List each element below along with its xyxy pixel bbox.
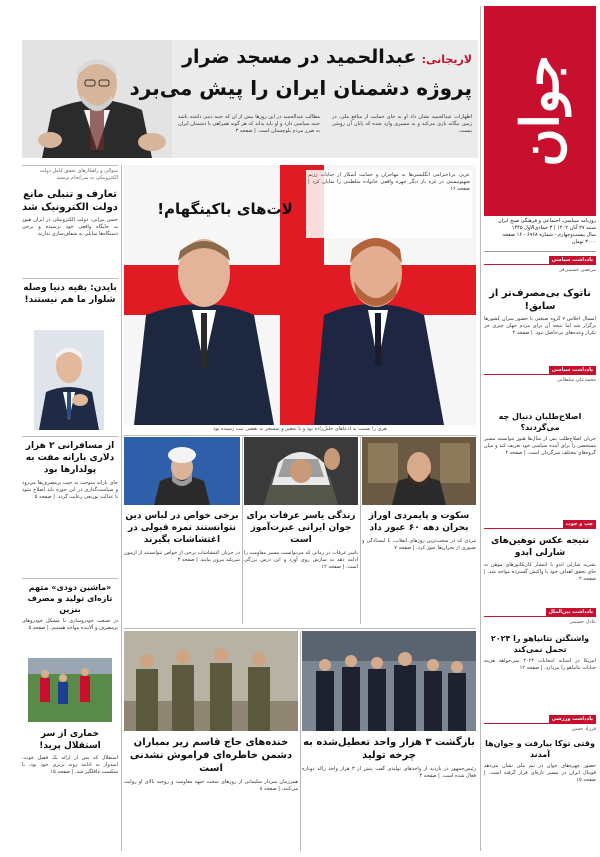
bottom-body-2: همرزمان سردار سلیمانی از روزهای سخت جبهه مقاومت و روحیه بالای او روایت می‌کنند. | صفحه ۸ bbox=[124, 779, 298, 792]
bottom-headline-2[interactable]: خنده‌های حاج قاسم زیر بمباران دشمن خاطره‌ای فراموش نشدنی است bbox=[129, 737, 293, 774]
masthead-info bbox=[484, 218, 596, 252]
story-body-left: مطالب عبدالحمید در این روزها بیش از آن که جنبه دینی داشته باشد جنبه سیاسی دارد و او باید بداند که هر گونه همراهی با دشمنان ایران به ضرر مردم بلوچستان است. | صفحه ۳ bbox=[178, 114, 320, 134]
brief-body: جای یارانه سوخت به جیب پرمصرف‌ها می‌رود و سیاست‌گذاری در این حوزه باید اصلاح شود تا عدالت توزیعی رعایت گردد. | صفحه ۵ bbox=[22, 480, 118, 500]
article-headline[interactable]: واشنگتن نتانیاهو را ۲۰۲۴ تحمل نمی‌کند bbox=[490, 634, 590, 654]
bottom-photo-1 bbox=[302, 631, 476, 731]
article-body: آمریکا در آستانه انتخابات ۲۰۲۴ نمی‌خواهد هزینه جنایات نتانیاهو را بپردازد. | صفحه ۱۲ bbox=[484, 658, 596, 671]
football-photo bbox=[28, 658, 112, 722]
author: عادل حسینی bbox=[569, 619, 596, 625]
biden-headline[interactable]: بایدن: بقیه دنیا وصله شلوار ما هم نیستند! bbox=[23, 283, 117, 305]
bottom-photo-2 bbox=[124, 631, 298, 731]
section-label: یادداشت ورزشی bbox=[549, 715, 596, 723]
issue-line: سال بیست‌وچهارم - شماره ۶۹۶۸ - ۱۶ صفحه bbox=[502, 232, 596, 238]
middle-body-2: یاسر عرفات در زمانی که می‌توانست مسیر مقاومت را ادامه دهد به سازش روی آورد و این درس بزرگی است. | صفحه ۱۲ bbox=[244, 550, 358, 570]
brief-body: حسن بیرانی: دولت الکترونیکی در ایران هنوز به جایگاه واقعی خود نرسیده و برخی دستگاه‌ها تمایلی به شفاف‌سازی ندارند. bbox=[22, 217, 118, 237]
middle-photo-2 bbox=[244, 437, 358, 505]
brief-headline[interactable]: از مسافرانی ۲ هزار دلاری بارانه مفت به پولدارها بود bbox=[25, 441, 115, 475]
article-body: جریان اصلاح‌طلب پس از سال‌ها هنوز نتوانسته مسیر مشخصی را برای آینده سیاسی خود تعریف کند و میان گروه‌های مختلف سرگردان است. | صفحه ۲ bbox=[484, 436, 596, 456]
article-body: نشریه شارلی ابدو با انتشار کاریکاتورهای موهن به جای تحقق اهداف خود با واکنش گسترده مواجه شد. | صفحه ۲ bbox=[484, 562, 596, 582]
cover-title[interactable]: لات‌های باکینگهام! bbox=[157, 200, 293, 218]
story-headline-line2[interactable]: پروژه دشمنان ایران را پیش می‌برد bbox=[129, 76, 472, 100]
brief-body: در صنعت خودروسازی با مشکل خودروهای پرمصرف و آلاینده مواجه هستیم. | صفحه ۵ bbox=[22, 618, 118, 631]
date-line: شنبه ۲۷ آبان ۱۴۰۲ | ۳ جمادی‌الاول ۱۴۴۵ bbox=[511, 225, 596, 231]
article-headline[interactable]: وقتی توکا بیارفت و جوان‌ها آمدند bbox=[485, 739, 595, 759]
brief-headline[interactable]: تعارف و تنبلی مانع دولت الکترونیک شد bbox=[22, 189, 118, 213]
author: محمدعلی سلطانی bbox=[557, 377, 596, 383]
brief-body: استقلال که پس از ارائه یک فصل خوب، امیدوار به ادامه روند برتری خود بود، با شکست غافلگیر شد. | صفحه ۱۵ bbox=[22, 755, 118, 775]
bottom-body-1: رئیس‌جمهور در بازدید از واحدهای تولیدی گفت بیش از ۳ هزار واحد راکد دوباره فعال شده است. | صفحه ۴ bbox=[302, 766, 476, 779]
article-body: امسال اجلاس ۷ گروه صنعتی با حضور سران کشورها برگزار شد اما نتیجه آن برای مردم جهان چیزی جز تکرار وعده‌های بی‌حاصل نبود. | صفحه ۲ bbox=[484, 316, 596, 336]
article-body: حضور چهره‌های جوان در تیم ملی نشان می‌دهد فوتبال ایران در مسیر تازه‌ای قرار گرفته است. | صفحه ۱۵ bbox=[484, 763, 596, 783]
story-headline[interactable]: عبدالحمید در مسجد ضرار bbox=[182, 46, 417, 68]
story-body-right: اظهارات عبدالحمید نشان داد او به جای حمایت از منافع ملی، در زمین بیگانه بازی می‌کند و به مسیری وارد شده که پایان آن روشن نیست. bbox=[332, 114, 472, 134]
cover-caption-top: عزیز، بی‌احترامی انگلیسی‌ها به مهاجران و حمایت آشکار از جنایات رژیم صهیونیستی در غزه بار دیگر چهره واقعی خانواده سلطنتی را نمایان کرد | صفحه ۱۶ bbox=[306, 170, 472, 238]
middle-headline-1[interactable]: سکوت و پایمردی اوراز بحران دهه ۶۰ عبور داد bbox=[368, 511, 470, 533]
brief-headline[interactable]: «ماشین دودی» متهم تازه‌ای تولید و مصرف بنزین bbox=[27, 583, 113, 614]
story-kicker: لاریجانی: bbox=[421, 53, 472, 66]
price: ۳۰۰۰ تومان bbox=[571, 239, 596, 245]
middle-body-1: مردی که در سخت‌ترین روزهای انقلاب، با ایستادگی و صبوری از بحران‌ها عبور کرد. | صفحه ۷ bbox=[362, 538, 476, 551]
article-headline[interactable]: اصلاح‌طلبان دنبال چه می‌گردند؟ bbox=[498, 412, 582, 432]
article-headline[interactable]: نتیجه عکس توهین‌های شارلی ابدو bbox=[491, 536, 589, 558]
middle-headline-3[interactable]: برخی خواص در لباس دین نتوانستند نمره قبولی در اغتشاشات بگیرند bbox=[125, 511, 239, 545]
cover-photo-caption: هری را نسبت به ادعاهای جلیل‌زاده بود و با تحقیر و تمسخر به بغضی نیت رسیده بود bbox=[213, 426, 387, 432]
logo-text: جوان bbox=[509, 55, 571, 167]
brief-headline[interactable]: خماری از سر استقلال پرید! bbox=[39, 729, 101, 751]
brief-intro: سوالی و راهکارهای تحقق کامل دولت الکترونیکی به سرانجام نرسید bbox=[39, 168, 118, 181]
middle-photo-3 bbox=[124, 437, 240, 505]
middle-photo-1 bbox=[362, 437, 476, 505]
section-label: یادداشت سیاسی bbox=[549, 366, 596, 374]
middle-headline-2[interactable]: زندگی یاسر عرفات برای جوان ایرانی عبرت‌آموز است bbox=[246, 511, 356, 545]
bottom-headline-1[interactable]: بازگشت ۳ هزار واحد تعطیل‌شده به چرخه تولید bbox=[303, 737, 475, 761]
author: مرتضی حسینی‌فر bbox=[559, 267, 596, 273]
section-label: یادداشت بین‌الملل bbox=[546, 608, 596, 616]
author: فرزاد حسن bbox=[571, 726, 596, 732]
middle-body-3: در جریان اغتشاشات برخی از خواص نتوانستند از آزمون سربلند بیرون بیایند. | صفحه ۳ bbox=[124, 550, 240, 563]
top-story bbox=[22, 40, 478, 158]
article-headline[interactable]: ناتوک بی‌مصرف‌تر از سابق! bbox=[489, 288, 591, 312]
masthead-logo bbox=[484, 6, 596, 216]
section-label: یادداشت سیاسی bbox=[549, 256, 596, 264]
section-label: چپ و چوب bbox=[563, 520, 596, 528]
tagline: روزنامه سیاسی، اجتماعی و فرهنگی صبح ایران bbox=[497, 218, 596, 224]
biden-photo bbox=[34, 330, 104, 430]
